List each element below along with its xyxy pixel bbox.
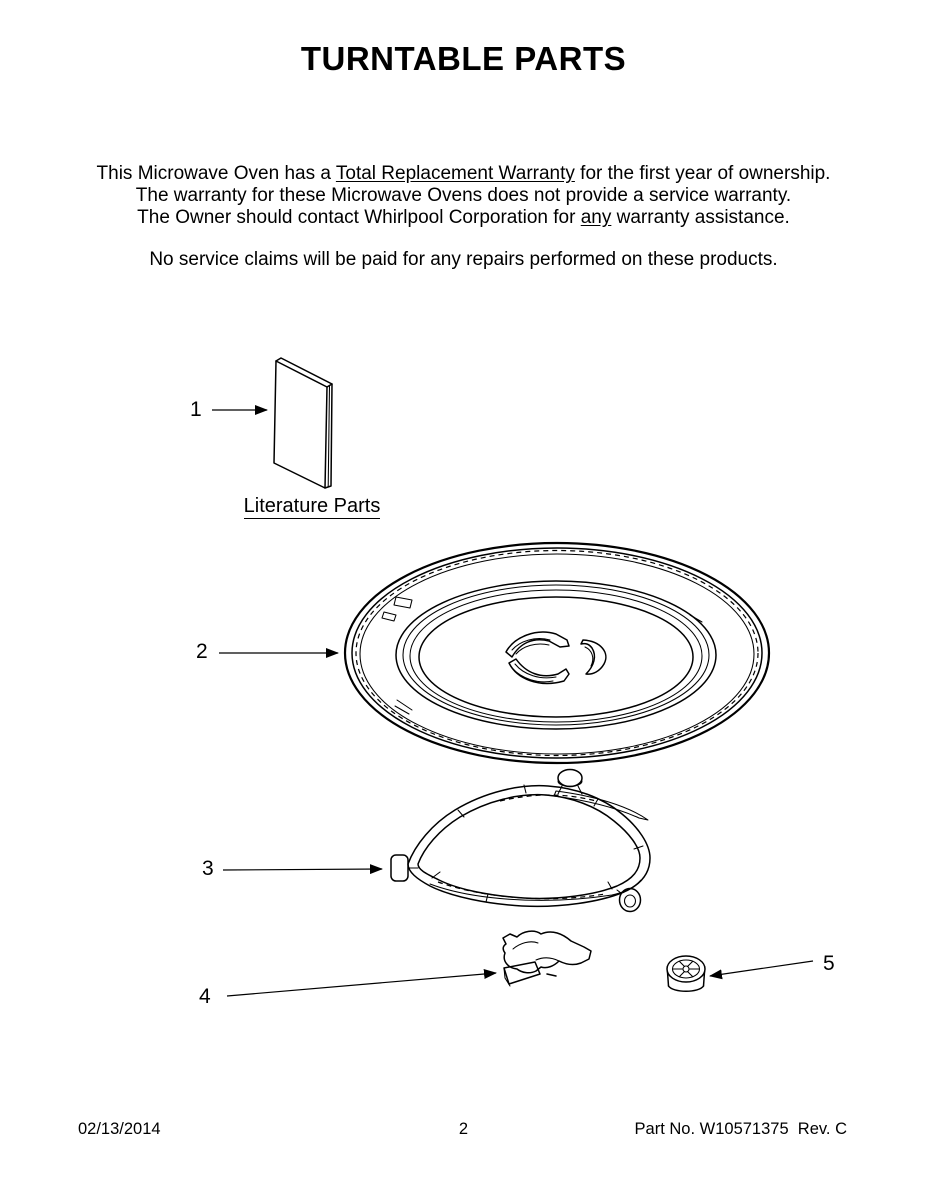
coupler-icon bbox=[503, 931, 591, 986]
literature-parts-caption: Literature Parts bbox=[243, 495, 381, 517]
warranty-line-3: The Owner should contact Whirlpool Corporation for any warranty assistance. bbox=[137, 207, 790, 228]
underlined-word: any bbox=[580, 207, 612, 228]
callout-arrow-5 bbox=[710, 961, 813, 976]
roller-wheel-icon bbox=[667, 956, 705, 991]
underlined-phrase: Total Replacement Warranty bbox=[335, 163, 575, 184]
page-title: TURNTABLE PARTS bbox=[300, 40, 627, 77]
callout-label-3: 3 bbox=[202, 857, 214, 880]
turntable-tray-icon bbox=[345, 543, 769, 763]
footer-date: 02/13/2014 bbox=[78, 1120, 161, 1138]
callout-arrow-4 bbox=[227, 973, 496, 996]
footer-part-number: Part No. W10571375 Rev. C bbox=[634, 1120, 847, 1138]
roller-ring-icon bbox=[391, 770, 650, 912]
callout-arrow-3 bbox=[223, 869, 382, 870]
callout-label-5: 5 bbox=[823, 952, 835, 975]
warranty-line-2: The warranty for these Microwave Ovens does not provide a service warranty. bbox=[135, 185, 792, 206]
callout-label-2: 2 bbox=[196, 640, 208, 663]
callout-label-1: 1 bbox=[190, 398, 202, 421]
footer-page-number: 2 bbox=[458, 1120, 469, 1138]
callout-label-4: 4 bbox=[199, 985, 211, 1008]
service-notice: No service claims will be paid for any repairs performed on these products. bbox=[149, 249, 778, 270]
warranty-line-1: This Microwave Oven has a Total Replacement Warranty for the first year of ownership. bbox=[96, 163, 831, 184]
literature-booklet-icon bbox=[274, 358, 332, 488]
